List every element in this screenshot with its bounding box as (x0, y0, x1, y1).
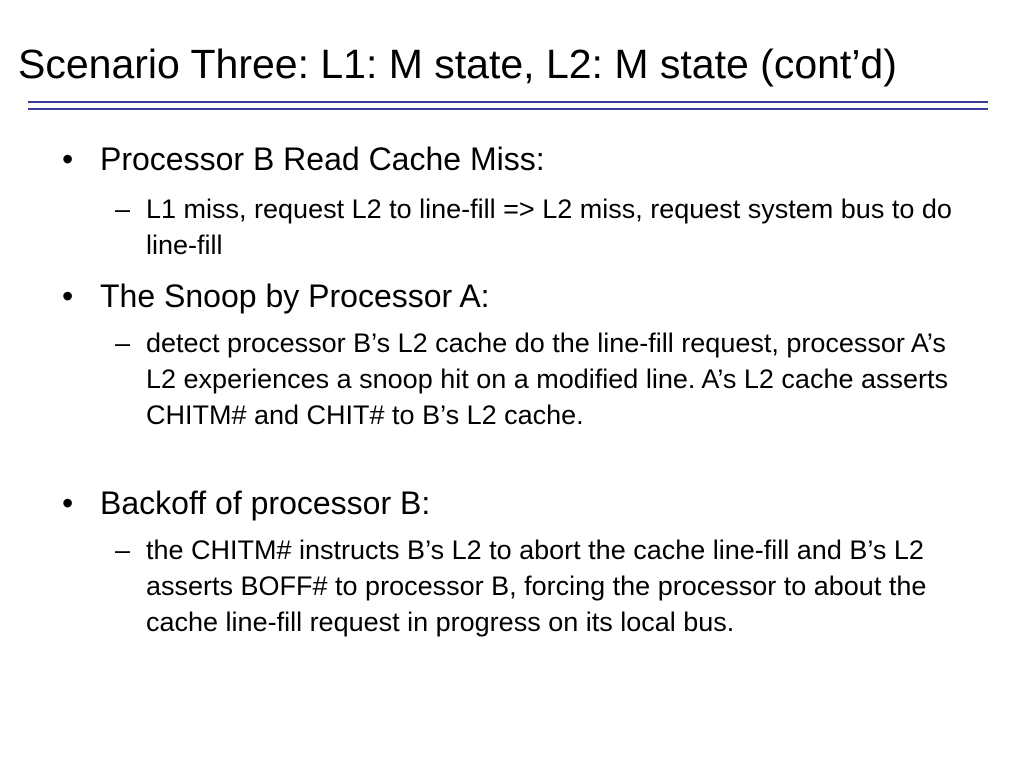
bullet-text: The Snoop by Processor A: (100, 278, 490, 314)
bullet-marker: • (62, 485, 74, 521)
sub-bullet-marker: – (115, 194, 131, 224)
title-divider-top (28, 101, 988, 103)
bullet-marker: • (62, 141, 74, 177)
slide-title: Scenario Three: L1: M state, L2: M state (cont’d) (18, 41, 897, 87)
bullet-text: Processor B Read Cache Miss: (100, 141, 545, 177)
sub-bullet-text: the CHITM# instructs B’s L2 to abort the cache line-fill and B’s L2 asserts BOFF# to processor B, forcing the processor to about the cache line-fill request in progress on its local bus. (146, 535, 927, 637)
sub-bullet-marker: – (115, 328, 131, 358)
bullet-text: Backoff of processor B: (100, 485, 431, 521)
sub-bullet-text: L1 miss, request L2 to line-fill => L2 miss, request system bus to do line-fill (146, 194, 952, 260)
sub-bullet-text: detect processor B’s L2 cache do the line-fill request, processor A’s L2 experiences a snoop hit on a modified line. A’s L2 cache asserts CHITM# and CHIT# to B’s L2 cache. (146, 328, 948, 430)
title-divider-bottom (28, 108, 988, 110)
sub-bullet-marker: – (115, 535, 131, 565)
bullet-marker: • (62, 278, 74, 314)
